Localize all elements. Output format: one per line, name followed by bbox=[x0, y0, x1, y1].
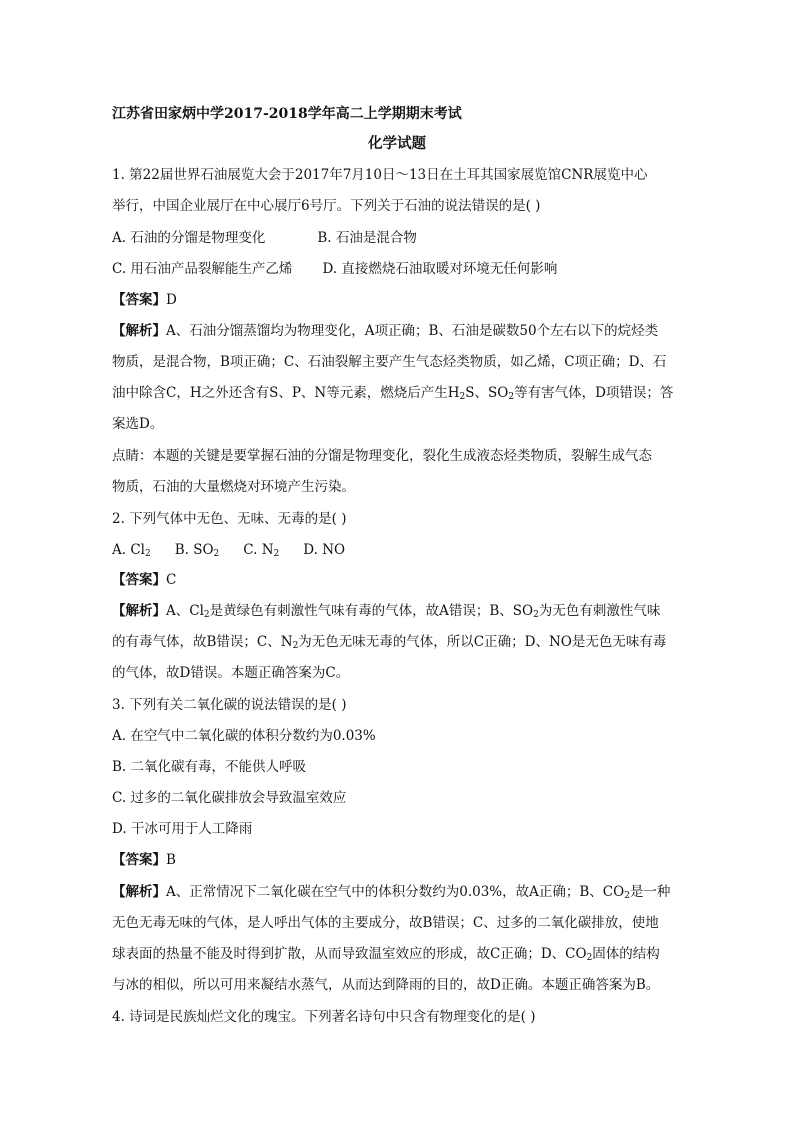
q1-answer bbox=[112, 290, 692, 310]
q1-option-a: A. 石油的分馏是物理变化 bbox=[112, 230, 266, 246]
q1-analysis-line-1 bbox=[112, 321, 692, 341]
q1-analysis-line-4: 案选D。 bbox=[112, 416, 164, 432]
q2-option-a: A. $Cl_2$ bbox=[112, 542, 151, 559]
q2-answer bbox=[112, 570, 692, 590]
q1-analysis-line-2: 物质，是混合物，B项正确；C、石油裂解主要产生气态烃类物质，如乙烯，C项正确；D、石 bbox=[112, 354, 667, 370]
answer-tag: 【答案】 bbox=[112, 852, 166, 868]
q1-options-row-2 bbox=[112, 259, 692, 279]
q1-note-line-2: 物质，石油的大量燃烧对环境产生污染。 bbox=[112, 479, 355, 495]
document-subtitle: 化学试题 bbox=[368, 135, 426, 152]
q3-option-c: C. 过多的二氧化碳排放会导致温室效应 bbox=[112, 790, 347, 806]
q3-option-d: D. 干冰可用于人工降雨 bbox=[112, 821, 253, 837]
q1-option-c: C. 用石油产品裂解能生产乙烯 bbox=[112, 261, 293, 277]
subscript: 2 bbox=[508, 392, 515, 402]
q1-answer-value: D bbox=[166, 292, 177, 308]
q4-stem: 4. 诗词是民族灿烂文化的瑰宝。下列著名诗句中只含有物理变化的是( ) bbox=[112, 1009, 536, 1025]
q2-option-d: D. NO bbox=[303, 542, 346, 558]
document-title: 江苏省田家炳中学2017-2018学年高二上学期期末考试 bbox=[112, 106, 462, 122]
q3-option-b: B. 二氧化碳有毒，不能供人呼吸 bbox=[112, 759, 307, 775]
q2-option-c: C. $N_2$ bbox=[243, 542, 280, 559]
q1-analysis-text-1: A、石油分馏蒸馏均为物理变化，A项正确；B、石油是碳数50个左右以下的烷烃类 bbox=[166, 323, 659, 339]
q3-analysis-line-3: 球表面的热量不能及时得到扩散，从而导致温室效应的形成，故C正确；D、$CO_2$固体的结构 bbox=[112, 946, 660, 963]
answer-tag: 【答案】 bbox=[112, 572, 166, 588]
q3-analysis-line-1: 【解析】A、正常情况下二氧化碳在空气中的体积分数约为0.03%，故A正确；B、$CO_2$是一种 bbox=[112, 884, 671, 901]
q1-option-b: B. 石油是混合物 bbox=[317, 230, 417, 246]
analysis-tag: 【解析】 bbox=[112, 323, 166, 339]
q1-options-row-1 bbox=[112, 228, 692, 248]
analysis-tag: 【解析】 bbox=[112, 603, 166, 619]
q2-analysis-line-2: 的有毒气体，故B错误；C、$N_2$为无色无味无毒的气体，所以C正确；D、NO是无色无味有毒 bbox=[112, 634, 667, 651]
q3-answer-value: B bbox=[166, 852, 176, 868]
subscript: 2 bbox=[459, 392, 466, 402]
analysis-tag: 【解析】 bbox=[112, 884, 166, 900]
q2-stem: 2. 下列气体中无色、无味、无毒的是( ) bbox=[112, 511, 347, 527]
q3-stem: 3. 下列有关二氧化碳的说法错误的是( ) bbox=[112, 697, 347, 713]
q1-option-d: D. 直接燃烧石油取暖对环境无任何影响 bbox=[322, 261, 558, 277]
q1-analysis-text-3a: 油中除含C，H之外还含有S、P、N等元素，燃烧后产生H bbox=[112, 385, 460, 401]
q2-options bbox=[112, 540, 692, 560]
q2-option-b: B. $SO_2$ bbox=[174, 542, 220, 559]
q1-analysis-line-3 bbox=[112, 383, 692, 403]
q1-stem-line-2: 举行，中国企业展厅在中心展厅6号厅。下列关于石油的说法错误的是( ) bbox=[112, 198, 541, 214]
q2-answer-value: C bbox=[166, 572, 177, 588]
answer-tag: 【答案】 bbox=[112, 292, 166, 308]
q1-analysis-text-3b: S、SO bbox=[465, 385, 509, 401]
q1-analysis-text-3c: 等有害气体，D项错误；答 bbox=[514, 385, 674, 401]
q3-analysis-line-4: 与冰的相似，所以可用来凝结水蒸气，从而达到降雨的目的，故D正确。本题正确答案为B。 bbox=[112, 977, 660, 993]
q2-analysis-line-3: 的气体，故D错误。本题正确答案为C。 bbox=[112, 665, 350, 681]
q3-analysis-line-2: 无色无毒无味的气体，是人呼出气体的主要成分，故B错误；C、过多的二氧化碳排放，使地 bbox=[112, 915, 659, 931]
q3-answer bbox=[112, 850, 692, 870]
q2-analysis-line-1: 【解析】A、$Cl_2$是黄绿色有刺激性气味有毒的气体，故A错误；B、$SO_2$为无色有刺激性气味 bbox=[112, 603, 661, 620]
q1-note-line-1: 点睛：本题的关键是要掌握石油的分馏是物理变化，裂化生成液态烃类物质，裂解生成气态 bbox=[112, 448, 652, 464]
q3-option-a: A. 在空气中二氧化碳的体积分数约为0.03% bbox=[112, 728, 376, 744]
q1-stem-line-1: 1. 第22届世界石油展览大会于2017年7月10日～13日在土耳其国家展览馆CNR展览中心 bbox=[112, 167, 648, 183]
